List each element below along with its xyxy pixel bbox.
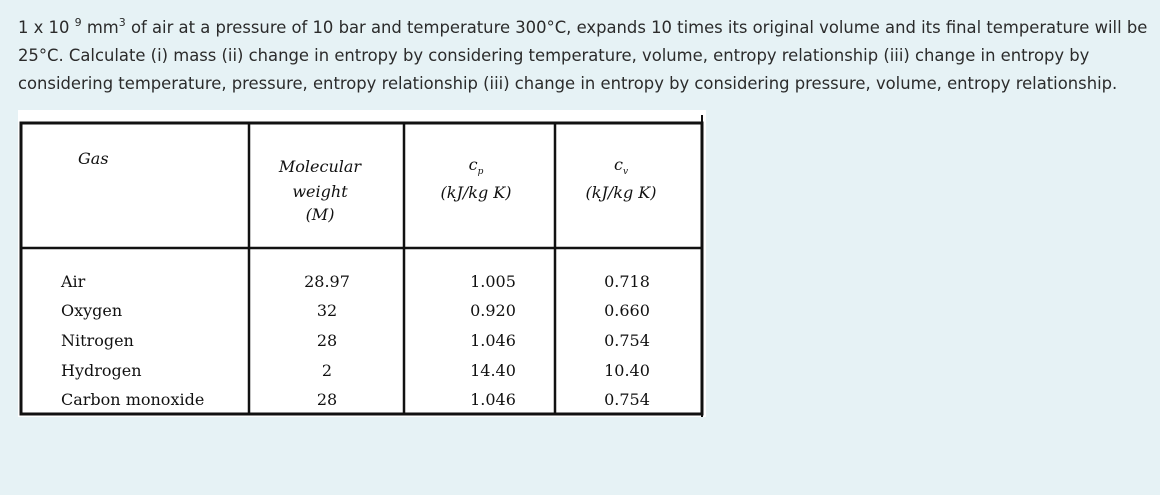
header-cv-symbol: $c_v$ (613, 155, 629, 177)
table-row (61, 361, 650, 380)
header-cp-unit: (kJ/kg K) (440, 183, 512, 202)
cell-gas: Hydrogen (61, 361, 142, 380)
cell-molecular-weight: 28 (316, 331, 338, 350)
cell-cp: 1.046 (470, 331, 516, 350)
cell-molecular-weight: 32 (316, 301, 338, 320)
header-cv-unit: (kJ/kg K) (585, 183, 657, 202)
table-row (61, 331, 650, 350)
table-row (61, 390, 650, 409)
question-text (18, 14, 1148, 98)
cell-gas: Carbon monoxide (61, 390, 205, 409)
header-molecular-weight-line3: (M) (305, 205, 335, 224)
cell-gas: Air (61, 272, 86, 291)
cell-cv: 0.660 (604, 301, 650, 320)
header-molecular-weight-line1: Molecular (278, 157, 362, 176)
header-gas: Gas (78, 149, 109, 168)
cell-cp: 1.046 (470, 390, 516, 409)
header-molecular-weight-line2: weight (292, 182, 348, 201)
table-row (60, 272, 650, 291)
cell-cv: 10.40 (604, 361, 650, 380)
exponent-9: 9 (74, 16, 82, 29)
question-part-1: 1 x 10 (18, 18, 75, 37)
exponent-3: 3 (118, 16, 126, 29)
cell-cv: 0.754 (604, 331, 650, 350)
cell-molecular-weight: 2 (321, 361, 333, 380)
question-part-2: mm (81, 18, 119, 37)
gas-properties-table (18, 110, 706, 417)
cell-gas: Oxygen (61, 301, 123, 320)
cell-molecular-weight: 28.97 (304, 272, 350, 291)
cell-gas: Nitrogen (61, 331, 134, 350)
table-row (61, 301, 650, 320)
cell-cp: 0.920 (470, 301, 516, 320)
cell-cp: 14.40 (470, 361, 516, 380)
question-part-3: of air at a pressure of 10 bar and temperature 300°C, expands 10 times its original volume and its final temperature will be 25°C. Calculate (i) mass (ii) change in entropy by considering temperature, volume, entropy relationship (iii) change in entropy by considering temperature, pressure, entropy relationship (iii) change in entropy by considering pressure, volume, entropy relationship. (18, 18, 1148, 93)
cell-cp: 1.005 (470, 272, 516, 291)
header-cp-symbol: $c_p$ (468, 155, 484, 177)
cell-cv: 0.718 (604, 272, 650, 291)
cell-molecular-weight: 28 (316, 390, 338, 409)
cell-cv: 0.754 (604, 390, 650, 409)
table-graphic (18, 110, 706, 417)
